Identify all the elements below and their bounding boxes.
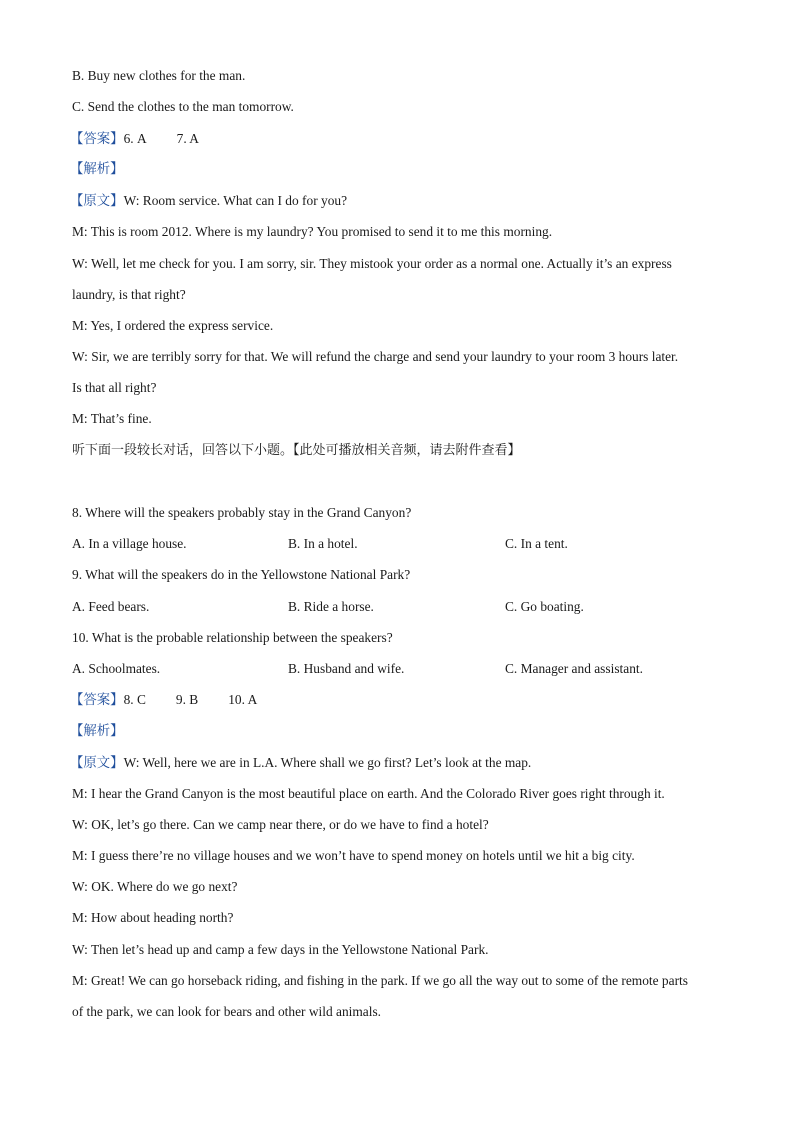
transcript2-line-1: M: I hear the Grand Canyon is the most beautiful place on earth. And the Colorado River goes right through it. — [72, 786, 665, 801]
instruction-text: 听下面一段较长对话，回答以下小题。 — [72, 443, 294, 458]
transcript1-line-7: M: That’s fine. — [72, 411, 152, 426]
analysis-label-1: 【解析】 — [70, 162, 124, 177]
answer-7: 7. A — [176, 131, 199, 146]
analysis-label-2: 【解析】 — [70, 724, 124, 739]
question-9-stem: 9. What will the speakers do in the Yellowstone National Park? — [72, 567, 411, 582]
q9-option-a: A. Feed bears. — [72, 599, 150, 614]
q10-option-b: B. Husband and wife. — [288, 661, 405, 676]
transcript1-line-4: M: Yes, I ordered the express service. — [72, 318, 274, 333]
answer-label: 【答案】 — [70, 693, 124, 708]
transcript-label: 【原文】 — [70, 756, 124, 771]
answer-9: 9. B — [175, 692, 199, 707]
q10-option-c: C. Manager and assistant. — [505, 661, 643, 676]
question-10-stem: 10. What is the probable relationship between the speakers? — [72, 630, 393, 645]
q10-option-a: A. Schoolmates. — [72, 661, 161, 676]
listening-instruction — [72, 442, 521, 460]
answer-6: 6. A — [123, 131, 147, 146]
answer-8: 8. C — [123, 692, 146, 707]
transcript1-text-0: W: Room service. What can I do for you? — [123, 193, 348, 208]
transcript2-line-2: W: OK, let’s go there. Can we camp near there, or do we have to find a hotel? — [72, 817, 489, 832]
transcript1-line-1: M: This is room 2012. Where is my laundry? You promised to send it to me this morning. — [72, 224, 553, 239]
transcript2-line-8: of the park, we can look for bears and other wild animals. — [72, 1004, 381, 1019]
transcript2-line-3: M: I guess there’re no village houses and we won’t have to spend money on hotels until we hit a big city. — [72, 848, 635, 863]
audio-note: 【此处可播放相关音频，请去附件查看】 — [293, 443, 521, 458]
transcript1-line-6: Is that all right? — [72, 380, 157, 395]
transcript2-line-0 — [70, 754, 531, 773]
answer-label: 【答案】 — [70, 132, 124, 147]
q7-option-b: B. Buy new clothes for the man. — [72, 68, 246, 83]
answer-line-1 — [70, 130, 199, 149]
q8-option-b: B. In a hotel. — [288, 536, 358, 551]
q9-option-c: C. Go boating. — [505, 599, 584, 614]
answer-10: 10. A — [228, 692, 258, 707]
transcript2-line-6: W: Then let’s head up and camp a few days in the Yellowstone National Park. — [72, 942, 489, 957]
q7-option-c: C. Send the clothes to the man tomorrow. — [72, 99, 294, 114]
transcript2-line-7: M: Great! We can go horseback riding, and fishing in the park. If we go all the way out to some of the remote parts — [72, 973, 688, 988]
transcript2-line-4: W: OK. Where do we go next? — [72, 879, 238, 894]
transcript1-line-5: W: Sir, we are terribly sorry for that. We will refund the charge and send your laundry to your room 3 hours later. — [72, 349, 679, 364]
answer-line-2 — [70, 691, 257, 710]
transcript1-line-2: W: Well, let me check for you. I am sorry, sir. They mistook your order as a normal one. Actually it’s an express — [72, 256, 672, 271]
q8-option-a: A. In a village house. — [72, 536, 187, 551]
transcript1-line-3: laundry, is that right? — [72, 287, 186, 302]
question-8-stem: 8. Where will the speakers probably stay in the Grand Canyon? — [72, 505, 412, 520]
transcript2-line-5: M: How about heading north? — [72, 910, 234, 925]
q9-option-b: B. Ride a horse. — [288, 599, 374, 614]
q8-option-c: C. In a tent. — [505, 536, 568, 551]
transcript-label: 【原文】 — [70, 194, 124, 209]
transcript2-text-0: W: Well, here we are in L.A. Where shall we go first? Let’s look at the map. — [123, 755, 532, 770]
transcript1-line-0 — [70, 192, 347, 211]
